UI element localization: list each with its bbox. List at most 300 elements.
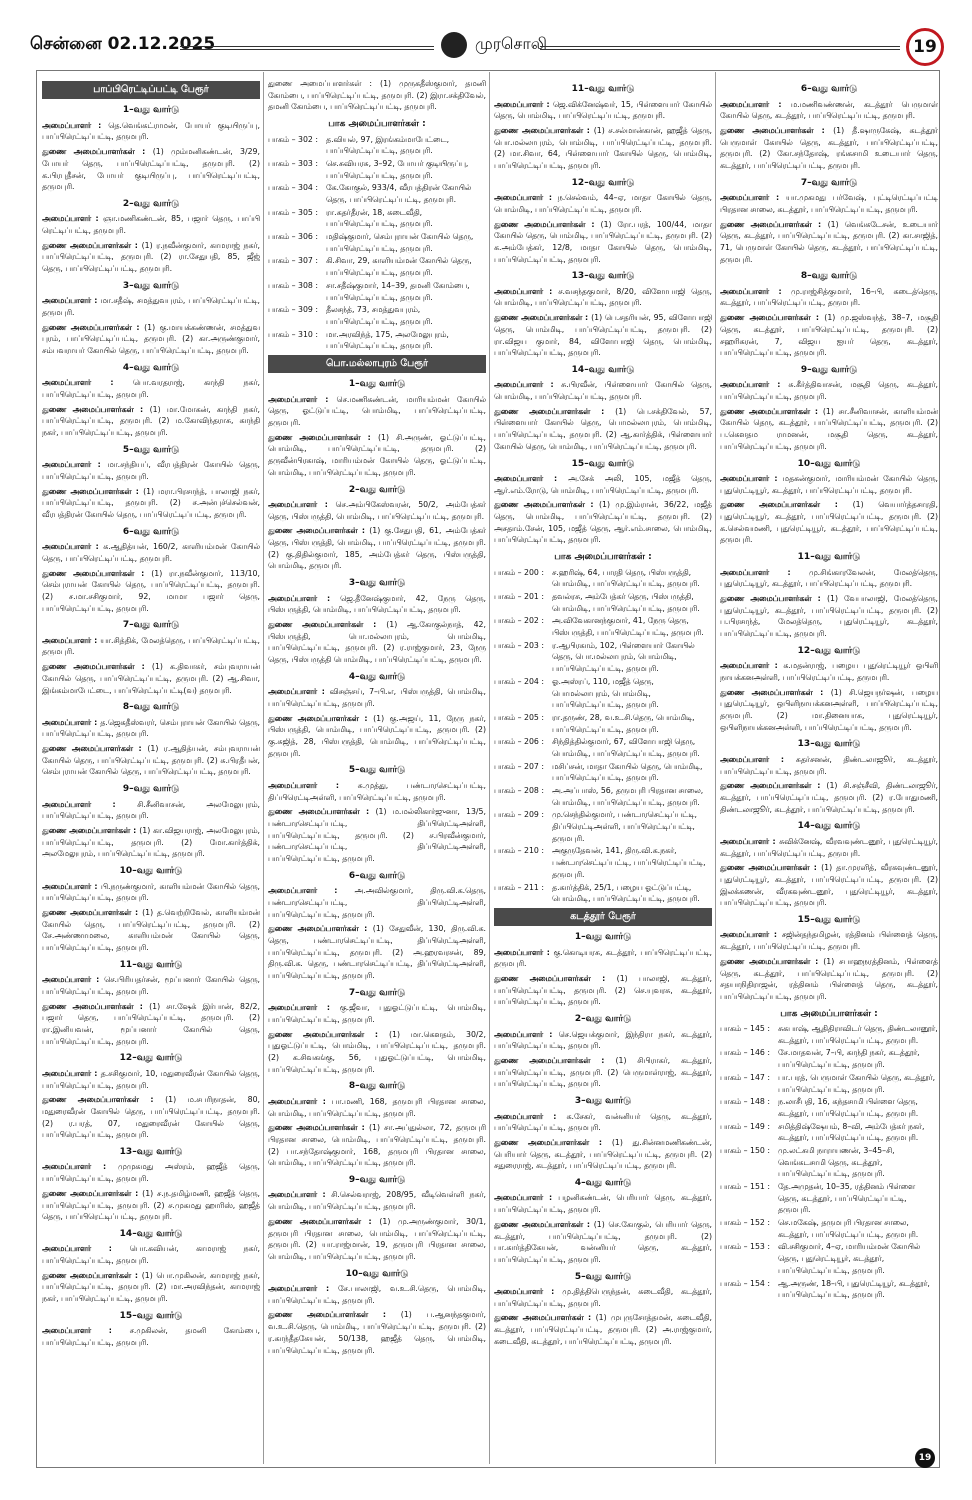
deputies-text: (1) சி.அருண், ஓட்டுப்பட்டி, பொம்மிடி, பாப்பிரெட்டிப்பட்டி, தருமபுரி. (2) தருவீன்பிரகாஷ், மாரியம்மன் கோயில் தெரு, ஓட்டுப்பட்டி, பொம்மிடி, பாப்பிரெட்டிப்பட்டி, தருமபுரி.	[268, 432, 486, 477]
secretary-entry	[268, 1189, 486, 1212]
secretary-label: அமைப்பாளர் :	[268, 1190, 332, 1200]
column-3	[494, 78, 712, 1462]
ward-heading: 1–வது வார்டு	[348, 379, 406, 390]
deputies-entry	[720, 125, 938, 172]
deputies-text: (1) ப.ஆனந்தகுமார், வ.உ.சி.தெரு, பொம்மிடி, பாப்பிரெட்டிப்பட்டி, தருமபுரி. (2) ர.காந்தீதகேயன், 50/138, ஹஜீத் தெரு, பொம்மிடி, பாப்பிரெட்டிப்பட்டி, தருமபுரி.	[268, 1310, 486, 1355]
booth-address: கே.கோகுல், 933/4, வீரபத்திரன் கோயில் தெரு, பாப்பிரெட்டிப்பட்டி, தருமபுரி.	[326, 183, 472, 204]
booth-number: பாகம் – 309 :	[268, 305, 318, 315]
booth-row	[720, 1121, 938, 1144]
deputies-text: (1) சிபிராகர், கடத்தூர், பாப்பிரெட்டிப்பட்டி, தருமபுரி. (2) பெருமாள்ராஜ், கடத்தூர், பாப்பிரெட்டிப்பட்டி, தருமபுரி.	[494, 1055, 712, 1089]
booth-row	[720, 1181, 938, 1216]
ward-heading: 9–வது வார்டு	[348, 1174, 406, 1185]
secretary-label: அமைப்பாளர் :	[720, 836, 780, 846]
deputies-text: (1) மு.இம்ரான், 36/22, மஜீத் தெரு, பொம்மிடி, பாப்பிரெட்டிப்பட்டி, தருமபுரி. (2) அசதாம்.சேன், 105, மஜீத் தெரு, ஆர்.எம்.சாலை, பொம்மிடி, பாப்பிரெட்டிப்பட்டி, தருமபுரி.	[494, 500, 712, 545]
booth-address: மு.லட்சுமி நாராயணன், 3–45–சி, வெங்கடசாமி தெரு, கடத்தூர், பாப்பிரெட்டிப்பட்டி, தருமபுரி.	[778, 1145, 895, 1179]
deputies-label: துணை அமைப்பாளர்கள் :	[42, 322, 145, 332]
secretary-text: மு.ராஜ்சித்குமார், 16–பி, கடைத்தெரு, கடத்தூர், பாப்பிரெட்டிப்பட்டி, தருமபுரி.	[720, 286, 938, 308]
deputies-entry	[720, 687, 938, 734]
booth-number: பாகம் – 151 :	[720, 1182, 770, 1191]
secretary-label: அமைப்பாளர் :	[494, 1287, 563, 1297]
page-number-badge: 19	[906, 28, 944, 66]
secretary-text: ந.செல்வம், 44–ஏ, மாதா கோயில் தெரு, பொம்மிடி, பாப்பிரெட்டிப்பட்டி, தருமபுரி.	[494, 193, 712, 214]
booth-address: அ.அப்பாஸ், 56, தருமபுரி பிரதான சாலை, பொம்மிடி, பாப்பிரெட்டிப்பட்டி, தருமபுரி.	[552, 786, 704, 807]
deputies-label: துணை அமைப்பாளர்கள் :	[268, 1216, 380, 1226]
deputies-label: துணை அமைப்பாளர்கள் :	[268, 807, 376, 817]
booth-row	[720, 1072, 938, 1095]
ward-heading: 2–வது வார்டு	[574, 1014, 632, 1025]
booth-row	[494, 882, 712, 905]
secretary-text: பொ.வரதராஜ், காந்தி நகர், பாப்பிரெட்டிப்பட்டி, தருமபுரி.	[42, 378, 260, 399]
deputies-label: துணை அமைப்பாளர்கள் :	[42, 744, 148, 754]
ward-heading: 13–வது வார்டு	[119, 1146, 183, 1157]
deputies-text: (1) மா.கௌதம், 30/2, புதுஓட்டுப்பட்டி, பொம்மிடி, பாப்பிரெட்டிப்பட்டி, தருமபுரி. (2) க.சிவகங்கு, 56, புதுஓட்டுப்பட்டி, பொம்மிடி, பாப்பிரெட்டிப்பட்டி, தருமபுரி.	[268, 1029, 486, 1074]
secretary-label: அமைப்பாளர் :	[720, 567, 809, 577]
deputies-entry	[268, 713, 486, 760]
deputies-entry	[42, 661, 260, 696]
secretary-entry	[42, 635, 260, 658]
deputies-entry	[42, 322, 260, 357]
booth-heading: பாக அமைப்பாளர்கள் :	[328, 119, 426, 130]
newspaper-name: முரசொலி	[475, 34, 547, 53]
secretary-entry	[42, 541, 260, 564]
deputies-label: துணை அமைப்பாளர்கள் :	[268, 432, 378, 442]
deputies-entry	[42, 1188, 260, 1223]
booth-number: பாகம் – 307 :	[268, 256, 318, 266]
deputies-label: துணை அமைப்பாளர்கள் :	[268, 713, 374, 723]
secretary-text: சஜின்தந்தமிழன், ரத்தினம் பிள்ளைத் தெரு, கடத்தூர், பாப்பிரெட்டிப்பட்டி, தருமபுரி.	[720, 930, 938, 952]
secretary-text: சு.முத்து, பண்டாரசெட்டிப்பட்டி, திப்பிரெட்டிஅள்ளி, பாப்பிரெட்டிப்பட்டி, தருமபுரி.	[268, 780, 486, 802]
column-4	[720, 78, 938, 1462]
deputies-entry	[494, 1312, 712, 1347]
secretary-label: அமைப்பாளர் :	[720, 380, 789, 390]
secretary-label: அமைப்பாளர் :	[720, 661, 784, 671]
secretary-label: அமைப்பாளர் :	[42, 378, 133, 388]
deputies-entry	[42, 743, 260, 778]
secretary-label: அமைப்பாளர் :	[494, 193, 558, 203]
deputies-entry	[494, 312, 712, 359]
secretary-text: செ.பிரியதர்சன், மூப்பனார் கோயில் தெரு, பாப்பிரெட்டிப்பட்டி, தருமபுரி.	[42, 975, 260, 996]
column-2	[268, 78, 486, 1462]
booth-address: ஓ.அஸ்ரப், 110, மஜீத் தெரு, பொமல்லாபுரம், பொம்மிடி, பாப்பிரெட்டிப்பட்டி, தருமபுரி.	[552, 676, 659, 710]
booth-row	[494, 761, 712, 784]
secretary-label: அமைப்பாளர் :	[42, 1326, 130, 1336]
ward-heading: 4–வது வார்டு	[348, 671, 406, 682]
secretary-text: பா.மணி, 168, தருமபுரி பிரதான சாலை, பொம்மிடி, பாப்பிரெட்டிப்பட்டி, தருமபுரி.	[268, 1096, 486, 1118]
deputies-label: துணை அமைப்பாளர்கள் :	[494, 974, 617, 983]
ward-heading: 10–வது வார்டு	[345, 1268, 409, 1279]
deputies-entry	[720, 219, 938, 266]
secretary-label: அமைப்பாளர் :	[494, 474, 569, 483]
deputies-text: (1) சி.ஜெயநர்ஷன், பழைய புதுரெட்டியூர், ஒபிளிநாயக்கனஅள்ளி, பாப்பிரெட்டிப்பட்டி, தருமபுரி. (2) மா.தினையாசு, புதுரெட்டியூர், ஒபிளிநாயக்கனஅள்ளி, பாப்பிரெட்டிப்பட்டி, தருமபுரி.	[720, 687, 938, 732]
deputies-label: துணை அமைப்பாளர்கள் :	[42, 486, 144, 496]
booth-address: சுகபாஷ், ஆதிதிராவிடர் தெரு, திண்டலானூர், கடத்தூர், பாப்பிரெட்டிப்பட்டி, தருமபுரி.	[778, 1024, 938, 1045]
section-title: பொ.மல்லாபுரம் பேரூர்	[268, 355, 486, 373]
deputies-entry	[42, 240, 260, 275]
booth-row	[494, 785, 712, 808]
deputies-text: (1) க.திவாகர், சம்புவராயன் கோயில் தெரு, பாப்பிரெட்டிப்பட்டி, தருமபுரி. (2) ஆ.சிவா, இங்கம்மாபேட்டை, பாப்பிரெட்டிப்பட்டி(வ) தருமபுரி.	[42, 662, 260, 695]
booth-number: பாகம் – 200 :	[494, 567, 544, 577]
deputies-label: துணை அமைப்பாளர்கள் :	[494, 1055, 616, 1065]
ward-heading: 1–வது வார்டு	[574, 932, 632, 943]
secretary-text: பி.நருண்குமார், காளியம்மன் கோயில் தெரு, பாப்பிரெட்டிப்பட்டி, தருமபுரி.	[42, 881, 260, 903]
secretary-entry	[42, 717, 260, 740]
deputies-entry	[268, 1309, 486, 1356]
deputies-text: (1) து.சின்னமணிகண்டன், பெரியார் தெரு, கடத்தூர், பாப்பிரெட்டிப்பட்டி, தருமபுரி. (2) சதுரைராஜ், கடத்தூர், பாப்பிரெட்டிப்பட்டி, தருமபுரி.	[494, 1137, 712, 1171]
deputies-entry	[268, 432, 486, 479]
ward-heading: 5–வது வார்டு	[574, 1271, 632, 1282]
secretary-label: அமைப்பாளர் :	[42, 1162, 118, 1172]
deputies-text: துணை அமைப்பாளர்கள் : (1) முருகதீஸ்குமார், தமனி கோம்பை, பாப்பிரெட்டிப்பட்டி, தருமபுரி. (2) இரா.சக்திவேல், தமனி கோம்பை, பாப்பிரெட்டிப்பட்டி, தருமபுரி.	[268, 79, 486, 112]
deputies-label: துணை அமைப்பாளர்கள் :	[494, 313, 592, 323]
deputies-label: துணை அமைப்பாளர்கள் :	[494, 219, 601, 229]
deputies-entry	[720, 862, 938, 909]
deputies-text: (1) மு.ஜஸ்வந்த், 38–7, மசூதி தெரு, கடத்தூர், பாப்பிரெட்டிப்பட்டி, தருமபுரி. (2) சஹரிகரன், 7, விஜய ஐயர் தெரு, கடத்தூர், பாப்பிரெட்டிப்பட்டி, தருமபுரி.	[720, 313, 938, 358]
booth-number: பாகம் – 305 :	[268, 207, 318, 217]
secretary-entry	[494, 192, 712, 215]
secretary-text: த.ஜெகதீஸ்வரர், செம்புராயன் கோயில் தெரு, பாப்பிரெட்டிப்பட்டி, தருமபுரி.	[42, 717, 260, 739]
column-divider	[263, 72, 264, 1464]
ward-heading: 9–வது வார்டு	[800, 364, 858, 375]
booth-row	[494, 676, 712, 711]
ward-heading: 2–வது வார்டு	[348, 484, 406, 495]
deputies-entry	[42, 907, 260, 954]
booth-number: பாகம் – 206 :	[494, 737, 544, 747]
booth-row	[494, 640, 712, 675]
secretary-text: மா.சந்தியப், வீரபத்திரன் கோயில் தெரு, பாப்பிரெட்டிப்பட்டி, தருமபுரி.	[42, 460, 260, 481]
deputies-text: (1) பொ.முகிலன், காமராஜ் நகர், பாப்பிரெட்டிப்பட்டி, தருமபுரி. (2) மா.அரவிந்தன், காமராஜ் நகர், பாப்பிரெட்டிப்பட்டி, தருமபுரி.	[42, 1270, 260, 1304]
secretary-text: ச.முகிலன், தமனி கோம்பை, பாப்பிரெட்டிப்பட்டி, தருமபுரி.	[42, 1326, 260, 1347]
secretary-entry	[720, 473, 938, 496]
deputies-entry	[494, 125, 712, 172]
secretary-entry	[268, 1283, 486, 1306]
secretary-text: செ.மணிகண்டன், மாரியம்மன் கோயில் தெரு, ஓட்டுப்பட்டி, பொம்மிடி, பாப்பிரெட்டிப்பட்டி, தருமபுரி.	[268, 394, 486, 428]
booth-address: சிந்தித்தில்குமார், 67, விளோபாஜி தெரு, பொம்மிடி, பாப்பிரெட்டிப்பட்டி, தருமபுரி.	[552, 737, 700, 758]
ward-heading: 14–வது வார்டு	[797, 821, 861, 832]
deputies-label: துணை அமைப்பாளர்கள் :	[494, 406, 616, 416]
ward-heading: 11–வது வார்டு	[797, 552, 861, 563]
deputies-entry	[268, 1216, 486, 1263]
ward-heading: 9–வது வார்டு	[122, 784, 180, 795]
deputies-entry	[494, 219, 712, 266]
deputies-text: (1) முபுருசோத்தமன், கடைவீதி, கடத்தூர், பாப்பிரெட்டிப்பட்டி, தருமபுரி. (2) அ.ராஜ்குமார், கடைவீதி, கடத்தூர், பாப்பிரெட்டிப்பட்டி, தருமபுரி.	[494, 1313, 712, 1346]
deputies-entry	[494, 1055, 712, 1090]
secretary-label: அமைப்பாளர் :	[268, 1284, 339, 1294]
secretary-text: சுவிக்னேஷ், வீரவவுண்டனூர், புதுரெட்டியூர், கடத்தூர், பாப்பிரெட்டிப்பட்டி, தருமபுரி.	[720, 836, 938, 858]
deputies-text: (1) சேதுவீன், 130, திரு.வி.க. தெரு, பண்டாரசெட்டிப்பட்டி, திப்பிரெட்டிஅள்ளி, பாப்பிரெட்டிப்பட்டி, தருமபுரி. (2) அ.ஹரவரசன், 89, திரு.வி.க. தெரு, பண்டாரசெட்டிப்பட்டி, திப்பிரெட்டிஅள்ளி, பாப்பிரெட்டிப்பட்டி, தருமபுரி.	[268, 924, 486, 980]
secretary-entry	[268, 885, 486, 920]
edition-date: சென்னை 02.12.2025	[30, 34, 216, 54]
secretary-text: க.ஆதித்யன், 160/2, காளியம்மன் கோயில் தெரு, பாப்பிரெட்டிப்பட்டி, தருமபுரி.	[42, 542, 260, 563]
secretary-text: சி.சீனிவாசன், அலமேலுபுரம், பாப்பிரெட்டிப்பட்டி, தருமபுரி.	[42, 799, 260, 821]
deputies-text: (1) வேபாலாஜி, மேலத்தெரு, புதுரெட்டியூர், கடத்தூர், பாப்பிரெட்டிப்பட்டி, தருமபுரி. (2) ப.பிரசாந்த், மேலத்தெரு, புதுரெட்டியூர், கடத்தூர், பாப்பிரெட்டிப்பட்டி, தருமபுரி.	[720, 594, 938, 639]
deputies-label: துணை அமைப்பாளர்கள் :	[494, 1313, 596, 1323]
booth-row	[268, 231, 486, 254]
deputies-entry	[268, 525, 486, 572]
secretary-entry	[42, 295, 260, 318]
secretary-label: அமைப்பாளர் :	[42, 1244, 130, 1254]
secretary-text: மு.தித்திபெருந்தன், கடைவீதி, கடத்தூர், பாப்பிரெட்டிப்பட்டி, தருமபுரி.	[494, 1287, 712, 1308]
deputies-entry	[268, 619, 486, 666]
deputies-entry	[268, 1029, 486, 1076]
secretary-label: அமைப்பாளர் :	[494, 99, 553, 109]
booth-number: பாகம் – 201 :	[494, 592, 544, 601]
secretary-label: அமைப்பாளர் :	[268, 1003, 340, 1013]
deputies-text: (1) ரா.நவீன்குமார், 113/10, செம்புராயன் கோயில் தெரு, பாப்பிரெட்டிப்பட்டி, தருமபுரி. (2) ச.மா.சசிகுமார், 92, மாமா பஜார் தெரு, பாப்பிரெட்டிப்பட்டி, தருமபுரி.	[42, 568, 260, 613]
secretary-entry	[720, 379, 938, 402]
secretary-label: அமைப்பாளர் :	[42, 120, 109, 130]
ward-heading: 8–வது வார்டு	[800, 271, 858, 282]
deputies-entry	[494, 406, 712, 453]
deputies-label: துணை அமைப்பாளர்கள் :	[42, 1001, 150, 1011]
deputies-text: (1) பாலாஜி, கடத்தூர், பாப்பிரெட்டிப்பட்டி, தருமபுரி. (2) செ.யுவரசு, கடத்தூர், பாப்பிரெட்டிப்பட்டி, தருமபுரி.	[494, 974, 712, 1007]
deputies-text: (1) கு.அஜய், 11, நேரு நகர், பிஸ்பருத்தி, பொம்மிடி, பாப்பிரெட்டிப்பட்டி, தருமபுரி. (2) கு.சுஜித், 28, பிஸ்பருத்தி, பொம்மிடி, பாப்பிரெட்டிப்பட்டி, தருமபுரி.	[268, 713, 486, 758]
deputies-label: துணை அமைப்பாளர்கள் :	[268, 924, 373, 934]
secretary-text: சு.பிரவீன், பிள்ளையார் கோயில் தெரு, பொம்மிடி, பாப்பிரெட்டிப்பட்டி, தருமபுரி.	[494, 380, 712, 402]
deputies-label: துணை அமைப்பாளர்கள் :	[720, 313, 825, 323]
deputies-entry	[720, 593, 938, 640]
ward-heading: 10–வது வார்டு	[797, 458, 861, 469]
deputies-entry	[42, 1270, 260, 1305]
booth-address: ச.ஹரிஷ், 64, பாரதி தெரு, பிஸ்பருத்தி, பொம்மிடி, பாப்பிரெட்டிப்பட்டி, தருமபுரி.	[552, 567, 700, 589]
secretary-entry	[720, 99, 938, 122]
booth-row	[720, 1145, 938, 1180]
secretary-label: அமைப்பாளர் :	[42, 1068, 101, 1078]
booth-row	[720, 1096, 938, 1119]
booth-number: பாகம் – 204 :	[494, 676, 544, 686]
booth-address: தவல்ரசு, அம்பேத்கர் தெரு, பிஸ்பருத்தி, பொம்மிடி, பாப்பிரெட்டிப்பட்டி, தருமபுரி.	[552, 592, 700, 613]
booth-number: பாகம் – 202 :	[494, 616, 544, 626]
secretary-entry	[268, 1002, 486, 1025]
ward-heading: 8–வது வார்டு	[348, 1081, 406, 1092]
deputies-entry	[268, 1122, 486, 1169]
secretary-label: அமைப்பாளர் :	[268, 780, 358, 790]
booth-row	[268, 280, 486, 303]
ward-heading: 7–வது வார்டு	[800, 177, 858, 188]
ward-heading: 8–வது வார்டு	[122, 702, 180, 713]
ward-heading: 7–வது வார்டு	[348, 987, 406, 998]
secretary-text: சுதர்சனன், திண்டலாஜூர், கடத்தூர், பாப்பிரெட்டிப்பட்டி, தருமபுரி.	[720, 754, 938, 776]
booth-row	[268, 182, 486, 205]
ward-heading: 15–வது வார்டு	[797, 914, 861, 925]
booth-number: பாகம் – 207 :	[494, 761, 544, 771]
booth-row	[494, 567, 712, 590]
booth-address: தீலசந்த், 73, சமத்துவபுரம், பாப்பிரெட்டிப்பட்டி, தருமபுரி.	[326, 305, 433, 326]
secretary-entry	[42, 799, 260, 822]
deputies-text: (1) மும்மனிகண்டன், 3/29, போயர் தெரு, பாப்பிரெட்டிப்பட்டி, தருமபுரி. (2) க.பிரபுதீசன், போயர் குடியிருப்பு, பாப்பிரெட்டிப்பட்டி, தருமபுரி.	[42, 147, 260, 192]
newspaper-logo-icon	[441, 32, 467, 58]
booth-row	[494, 615, 712, 638]
booth-row	[720, 1278, 938, 1301]
secretary-label: அமைப்பாளர் :	[42, 635, 101, 645]
booth-number: பாகம் – 146 :	[720, 1048, 770, 1058]
deputies-label: துணை அமைப்பாளர்கள் :	[720, 956, 824, 966]
ward-heading: 4–வது வார்டு	[122, 362, 180, 373]
secretary-entry	[42, 1243, 260, 1266]
booth-heading: பாக அமைப்பாளர்கள் :	[780, 1008, 878, 1019]
deputies-entry	[720, 780, 938, 815]
secretary-entry	[42, 377, 260, 400]
booth-row	[268, 134, 486, 157]
booth-address: சமித்திஷ்ஷேயம், 8–வி, அம்பேத்கர் நகர், கடத்தூர், பாப்பிரெட்டிப்பட்டி, தருமபுரி.	[778, 1121, 925, 1143]
deputies-label: துணை அமைப்பாளர்கள் :	[720, 594, 827, 603]
deputies-entry	[42, 825, 260, 860]
deputies-label: துணை அமைப்பாளர்கள் :	[42, 1095, 166, 1105]
deputies-label: துணை அமைப்பாளர்கள் :	[720, 781, 827, 791]
deputies-label: துணை அமைப்பாளர்கள் :	[720, 125, 834, 135]
secretary-label: அமைப்பாளர் :	[42, 460, 108, 470]
deputies-text: (1) செ.கோகுல், பெரியார் தெரு, கடத்தூர், பாப்பிரெட்டிப்பட்டி, தருமபுரி. (2) பா.கார்த்திகேயன், வன்னியர் தெரு, கடத்தூர், பாப்பிரெட்டிப்பட்டி, தருமபுரி.	[494, 1219, 712, 1264]
booth-row	[720, 1241, 938, 1276]
booth-address: ர.ஆபிரகாம், 102, பிள்ளையார் கோயில் தெரு, பொ.மல்லாபுரம், பொம்மிடி, பாப்பிரெட்டிப்பட்டி, தருமபுரி.	[552, 640, 695, 674]
deputies-text: (1) வெங்கடேசன், உடையார் தெரு, கடத்தூர், பாப்பிரெட்டிப்பட்டி, தருமபுரி. (2) கா.சாஜித், 71, பெருமாள் கோயில் தெரு, கடத்தூர், பாப்பிரெட்டிப்பட்டி, தருமபுரி.	[720, 219, 938, 264]
secretary-text: மதகன்குமார், மாரியம்மன் கோயில் தெரு, புதுரெட்டியூர், கடத்தூர், பாப்பிரெட்டிப்பட்டி, தருமபுரி.	[720, 474, 938, 495]
ward-heading: 13–வது வார்டு	[571, 271, 635, 282]
secretary-text: த.சசிகுமார், 10, மதுரைவீரன் கோயில் தெரு, பாப்பிரெட்டிப்பட்டி, தருமபுரி.	[42, 1068, 260, 1090]
booth-row	[268, 329, 486, 352]
booth-row	[268, 255, 486, 278]
secretary-text: ம.மணிவண்ணன், கடத்தூர் பெருமாள் கோயில் தெரு, கடத்தூர், பாப்பிரெட்டிப்பட்டி, தருமபுரி.	[720, 99, 938, 121]
deputies-label: துணை அமைப்பாளர்கள் :	[268, 1123, 369, 1133]
booth-address: அ.விவேகானந்குமார், 41, நேரு தெரு, பிஸ்பருத்தி, பாப்பிரெட்டிப்பட்டி, தருமபுரி.	[552, 616, 704, 638]
deputies-text: (1) சா.அப்துல்லா, 72, தருமபுரி பிரதான சாலை, பொம்மிடி, பாப்பிரெட்டிப்பட்டி, தருமபுரி. (2) பா.சந்தோஷ்குமார், 168, தருமபுரி பிரதான சாலை, பொம்மிடி, பாப்பிரெட்டிப்பட்டி, தருமபுரி.	[268, 1123, 486, 1168]
secretary-text: மு.சிங்காரவேலன், மேலத்தெரு, புதுரெட்டியூர், கடத்தூர், பாப்பிரெட்டிப்பட்டி, தருமபுரி.	[720, 567, 938, 589]
secretary-text: யா.முகமது பர்வேஷ், புட்டிரெட்டிப்பட்டி பிரதான சாலை, கடத்தூர், பாப்பிரெட்டிப்பட்டி, தருமபுரி.	[720, 193, 938, 214]
deputies-label: துணை அமைப்பாளர்கள் :	[720, 406, 823, 416]
ward-heading: 15–வது வார்டு	[571, 458, 635, 469]
secretary-text: க.மதன்ராஜ், பழைய புதுரெட்டியூர் ஒபிளி நாயக்கனஅள்ளி, பாப்பிரெட்டிப்பட்டி, தருமபுரி.	[720, 661, 938, 682]
section-title: கடத்தூர் பேரூர்	[494, 908, 712, 926]
ward-heading: 11–வது வார்டு	[571, 84, 635, 94]
ward-heading: 6–வது வார்டு	[348, 870, 406, 881]
ward-heading: 12–வது வார்டு	[119, 1053, 183, 1064]
deputies-text: (1) சபாஹநரத்தினம், பிள்ளைத் தெரு, கடத்தூர், பாப்பிரெட்டிப்பட்டி, தருமபுரி. (2) சதயாநிதிராஜன், ரத்தினம் பிள்ளைத் தெரு, கடத்தூர், பாப்பிரெட்டிப்பட்டி, தருமபுரி.	[720, 956, 938, 1001]
booth-address: மசிப்சன், மாதா கோயில் தெரு, பொம்மிடி, பாப்பிரெட்டிப்பட்டி, தருமபுரி.	[552, 761, 703, 783]
booth-number: பாகம் – 308 :	[268, 280, 318, 290]
ward-heading: 3–வது வார்டு	[348, 578, 406, 589]
ward-heading: 12–வது வார்டு	[797, 645, 861, 656]
booth-row	[494, 712, 712, 735]
booth-row	[268, 207, 486, 230]
deputies-label: துணை அமைப்பாளர்கள் :	[268, 620, 387, 629]
deputies-entry	[42, 568, 260, 615]
booth-row	[494, 591, 712, 614]
deputies-entry	[494, 973, 712, 1008]
booth-address: மதிஷ்குமார், செம்புராயன் கோயில் தெரு, பாப்பிரெட்டிப்பட்டி, தருமபுரி.	[326, 232, 474, 253]
deputies-label: துணை அமைப்பாளர்கள் :	[268, 526, 370, 536]
deputies-label: துணை அமைப்பாளர்கள் :	[494, 1137, 612, 1147]
column-divider	[715, 72, 716, 1464]
booth-address: மா.அரவிந்த், 175, அலமேலுபுரம், பாப்பிரெட்டிப்பட்டி, தருமபுரி.	[326, 329, 449, 351]
deputies-label: துணை அமைப்பாளர்கள் :	[42, 404, 150, 414]
deputies-text: (1) ரோ.பரத், 100/44, மாதா கோயில் தெரு, பொம்மிடி, பாப்பிரெட்டிப்பட்டி, தருமபுரி. (2) க.அம்பேத்கர், 12/8, மாதா கோயில் தெரு, பொம்மிடி, பாப்பிரெட்டிப்பட்டி, தருமபுரி.	[494, 219, 712, 264]
secretary-entry	[42, 1325, 260, 1348]
secretary-text: அ.அவில்குமார், திரு.வி.க.தெரு, பண்டாரசெட்டிப்பட்டி, திப்பிரெட்டிஅள்ளி, பாப்பிரெட்டிப்பட்டி, தருமபுரி.	[268, 886, 486, 919]
masthead	[30, 26, 942, 66]
secretary-entry	[268, 1096, 486, 1119]
booth-number: பாகம் – 208 :	[494, 786, 544, 795]
ward-heading: 13–வது வார்டு	[797, 739, 861, 750]
booth-address: ரா.தருண், 28, வ.உ.சி.தெரு, பொம்மிடி, பாப்பிரெட்டிப்பட்டி, தருமபுரி.	[552, 712, 695, 734]
deputies-entry	[720, 312, 938, 359]
secretary-label: அமைப்பாளர் :	[720, 286, 792, 296]
secretary-text: மா.சதீஷ், சமத்துவபுரம், பாப்பிரெட்டிப்பட்டி, தருமபுரி.	[42, 296, 260, 317]
secretary-text: சி.செல்வராஜ், 208/95, வீடிவெள்ளி நகர், பொம்மிடி, பாப்பிரெட்டிப்பட்டி, தருமபுரி.	[268, 1190, 486, 1212]
deputies-text: (1) பெ.சக்திவேல், 57, பிள்ளையார் கோயில் தெரு, பொமல்லாபுரம், பொம்மிடி, பாப்பிரெட்டிப்பட்டி, தருமபுரி. (2) ஆ.கார்த்திக், பிள்ளையார் கோயில் தெரு, பொம்மிடி, பாப்பிரெட்டிப்பட்டி, தருமபுரி.	[494, 406, 712, 451]
deputies-label: துணை அமைப்பாளர்கள் :	[720, 863, 822, 873]
deputies-text: (1) ர.ஆதித்யன், சம்புவராயன் கோயில் தெரு, பாப்பிரெட்டிப்பட்டி, தருமபுரி. (2) சு.பிரதீபன், செம்புராயன் கோயில் தெரு, பாப்பிரெட்டிப்பட்டி, தருமபுரி.	[42, 744, 260, 777]
ward-heading: 3–வது வார்டு	[574, 1096, 632, 1106]
deputies-entry	[494, 1137, 712, 1172]
booth-number: பாகம் – 154 :	[720, 1278, 770, 1288]
secretary-label: அமைப்பாளர் :	[268, 394, 337, 404]
secretary-label: அமைப்பாளர் :	[268, 687, 330, 697]
booth-row	[720, 1047, 938, 1070]
secretary-label: அமைப்பாளர் :	[42, 296, 101, 306]
deputies-text: (1) வெயார்த்தசாரதி, புதுரெட்டியூர், கடத்தூர், பாப்பிரெட்டிப்பட்டி, தருமபுரி. (2) க.செல்வமணி, புதுரெட்டியூர், கடத்தூர், பாப்பிரெட்டிப்பட்டி, தருமபுரி.	[720, 500, 938, 545]
secretary-label: அமைப்பாளர் :	[268, 886, 355, 896]
deputies-entry	[42, 1001, 260, 1048]
booth-address: அகுருதேவன், 141, திரு.வி.க.நகர், பண்டாரசெட்டிப்பட்டி, பாப்பிரெட்டிப்பட்டி, தருமபுரி.	[552, 846, 706, 879]
masthead-rule-left	[180, 46, 434, 50]
secretary-entry	[268, 593, 486, 616]
booth-address: சே.மாதவன், 7–பி, காந்தி நகர், கடத்தூர், பாப்பிரெட்டிப்பட்டி, தருமபுரி.	[778, 1048, 920, 1070]
booth-number: பாகம் – 209 :	[494, 810, 544, 820]
masthead-rule-right	[540, 46, 900, 50]
ward-heading: 6–வது வார்டு	[800, 84, 858, 94]
deputies-label: துணை அமைப்பாளர்கள் :	[42, 240, 142, 250]
booth-number: பாகம் – 210 :	[494, 846, 544, 856]
secretary-label: அமைப்பாளர் :	[42, 214, 103, 224]
secretary-entry	[720, 754, 938, 777]
secretary-entry	[268, 394, 486, 429]
deputies-label: துணை அமைப்பாளர்கள் :	[42, 907, 143, 917]
booth-number: பாகம் – 205 :	[494, 712, 544, 722]
section-title: பாப்பிரெட்டிப்பட்டி பேரூர்	[42, 81, 260, 99]
deputies-label: துணை அமைப்பாளர்கள் :	[42, 568, 152, 578]
deputies-entry	[42, 1094, 260, 1141]
booth-row	[268, 304, 486, 327]
secretary-entry	[494, 286, 712, 309]
ward-heading: 4–வது வார்டு	[574, 1177, 632, 1188]
secretary-text: சு.கீர்த்திவாசன், மசூதி தெரு, கடத்தூர், பாப்பிரெட்டிப்பட்டி, தருமபுரி.	[720, 380, 938, 402]
column-1	[42, 78, 260, 1462]
booth-address: பா.பரத், பெருமாள் கோயில் தெரு, கடத்தூர், பாப்பிரெட்டிப்பட்டி, தருமபுரி.	[778, 1072, 936, 1094]
deputies-entry	[720, 499, 938, 546]
secretary-entry	[268, 780, 486, 803]
secretary-text: சே.பாலாஜி, வ.உ.சி.தெரு, பொம்மிடி, பாப்பிரெட்டிப்பட்டி, தருமபுரி.	[268, 1284, 486, 1305]
secretary-text: முமுகமது அஸ்ரம், ஹஜீத் தெரு, பாப்பிரெட்டிப்பட்டி, தருமபுரி.	[42, 1162, 260, 1184]
deputies-label: துணை அமைப்பாளர்கள் :	[42, 662, 152, 672]
deputies-entry	[42, 404, 260, 439]
secretary-label: அமைப்பாளர் :	[494, 1193, 559, 1203]
deputies-entry	[494, 1219, 712, 1266]
secretary-entry	[494, 1192, 712, 1215]
secretary-entry	[720, 836, 938, 859]
deputies-text: (1) பெ.சதரியன், 95, விளோபாஜி தெரு, பொம்மிடி, பாப்பிரெட்டிப்பட்டி, தருமபுரி. (2) ரா.விஜய குமார், 84, விளோபாஜி தெரு, பொம்மிடி, பாப்பிரெட்டிப்பட்டி, தருமபுரி.	[494, 313, 712, 358]
secretary-label: அமைப்பாளர் :	[720, 193, 786, 203]
booth-address: ஆ.அருண், 18–பி, புதுரெட்டியூர், கடத்தூர், பாப்பிரெட்டிப்பட்டி, தருமபுரி.	[778, 1278, 930, 1300]
secretary-label: அமைப்பாளர் :	[42, 717, 101, 727]
secretary-entry	[42, 459, 260, 482]
secretary-text: ஜெ.தீனேஷ்குமார், 42, நேரு தெரு, பிஸ்பருத்தி, பொம்மிடி, பாப்பிரெட்டிப்பட்டி, தருமபுரி.	[268, 593, 486, 615]
booth-address: செ.சுவியரசு, 3–92, போயர் குடியிருப்பு, பாப்பிரெட்டிப்பட்டி, தருமபுரி.	[326, 158, 469, 180]
deputies-text: (1) ம.சபரிநாதன், 80, மதுரைவீரன் கோயில் தெரு, பாப்பிரெட்டிப்பட்டி, தருமபுரி. (2) ர.பரத், 07, மதுரைவீரன் கோயில் தெரு, பாப்பிரெட்டிப்பட்டி, தருமபுரி.	[42, 1095, 260, 1140]
deputies-entry	[268, 923, 486, 981]
ward-heading: 14–வது வார்டு	[571, 364, 635, 375]
deputies-entry	[268, 806, 486, 864]
secretary-entry	[494, 1029, 712, 1052]
secretary-text: செ.அம்பிகேஸ்வரன், 50/2, அம்பேத்கர் தெரு, பிஸ்பருத்தி, பொம்மிடி, பாப்பிரெட்டிப்பட்டி, தருமபுரி.	[268, 500, 486, 521]
